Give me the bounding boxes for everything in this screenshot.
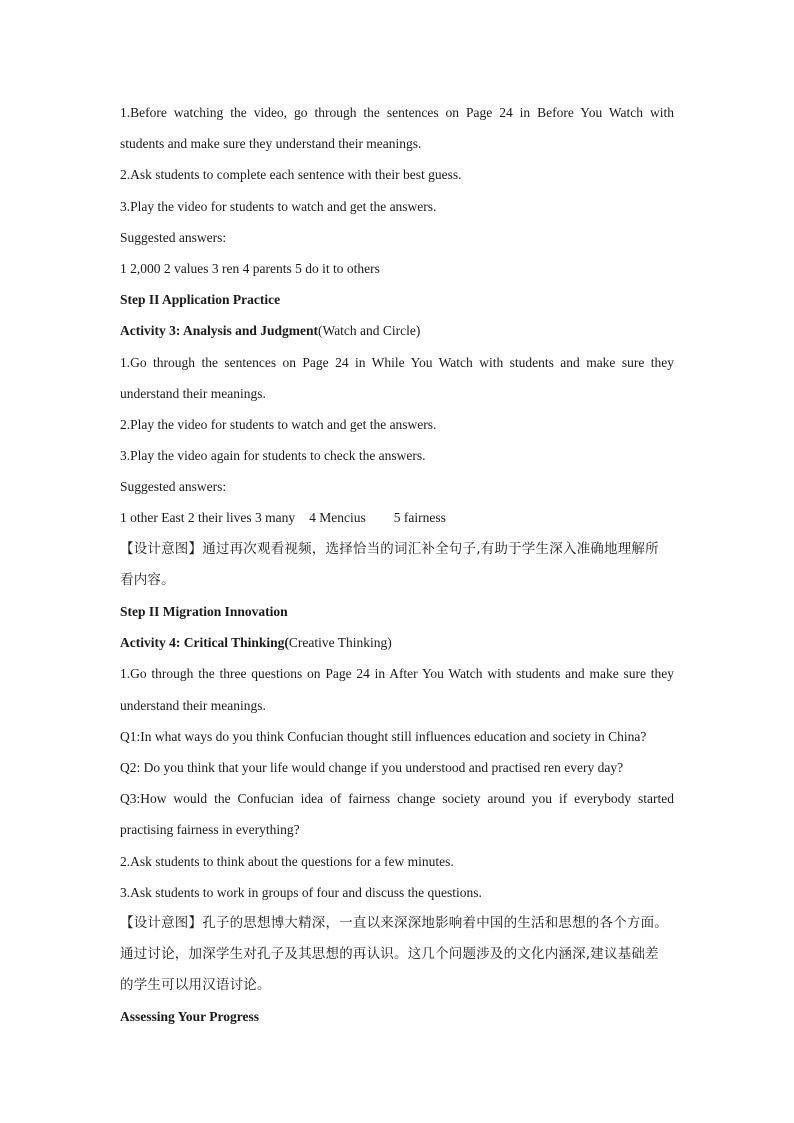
paragraph-line: 3.Play the video for students to watch and get the answers. [120, 198, 437, 214]
design-intent-line: 通过讨论，加深学生对孔子及其思想的再认识。这几个问题涉及的文化内涵深,建议基础差 [120, 946, 659, 963]
design-intent-line: 看内容。 [120, 571, 175, 588]
paragraph-line: understand their meanings. [120, 697, 266, 713]
document-page [120, 97, 674, 1033]
paragraph-line: 2.Ask students to complete each sentence with their best guess. [120, 167, 462, 183]
activity-heading [120, 627, 674, 658]
section-heading: Assessing Your Progress [120, 1009, 260, 1025]
paragraph-line: Suggested answers: [120, 479, 227, 495]
paragraph-line: practising fairness in everything? [120, 822, 300, 838]
paragraph-line: 2.Play the video for students to watch and get the answers. [120, 416, 437, 432]
activity-subtitle: Creative Thinking) [288, 635, 392, 651]
question-line: Q1:In what ways do you think Confucian thought still influences education and society in China? [120, 728, 647, 744]
question-line: Q3:How would the Confucian idea of fairness change society around you if everybody started [120, 791, 674, 807]
answer-part: 4 Mencius [309, 510, 366, 526]
paragraph-line: 1 2,000 2 values 3 ren 4 parents 5 do it to others [120, 260, 380, 276]
paragraph-line [120, 502, 674, 533]
paragraph-line: 1.Before watching the video, go through the sentences on Page 24 in Before You Watch with [120, 105, 674, 120]
paragraph-line: 2.Ask students to think about the questions for a few minutes. [120, 853, 454, 869]
design-intent-line: 【设计意图】孔子的思想博大精深，一直以来深深地影响着中国的生活和思想的各个方面。 [120, 914, 668, 931]
section-heading: Step II Migration Innovation [120, 604, 288, 619]
paragraph-line: 1.Go through the sentences on Page 24 in While You Watch with students and make sure they [120, 354, 674, 370]
activity-subtitle: (Watch and Circle) [318, 323, 421, 339]
activity-title: Activity 4: Critical Thinking( [120, 635, 289, 651]
design-intent-line: 【设计意图】通过再次观看视频，选择恰当的词汇补全句子,有助于学生深入准确地理解所 [120, 540, 659, 557]
paragraph-line: Suggested answers: [120, 229, 227, 245]
activity-heading [120, 315, 674, 346]
paragraph-line: students and make sure they understand their meanings. [120, 136, 422, 152]
paragraph-line: understand their meanings. [120, 385, 266, 401]
section-heading: Step II Application Practice [120, 292, 281, 308]
paragraph-line: 3.Play the video again for students to check the answers. [120, 448, 426, 464]
paragraph-line: 3.Ask students to work in groups of four and discuss the questions. [120, 884, 482, 900]
design-intent-line: 的学生可以用汉语讨论。 [120, 977, 271, 994]
question-line: Q2: Do you think that your life would change if you understood and practised ren every day? [120, 759, 624, 775]
paragraph-line: 1.Go through the three questions on Page 24 in After You Watch with students and make sure they [120, 666, 674, 682]
answer-part: 1 other East 2 their lives 3 many [120, 510, 296, 526]
activity-title: Activity 3: Analysis and Judgment [120, 323, 319, 339]
answer-part: 5 fairness [393, 510, 446, 526]
